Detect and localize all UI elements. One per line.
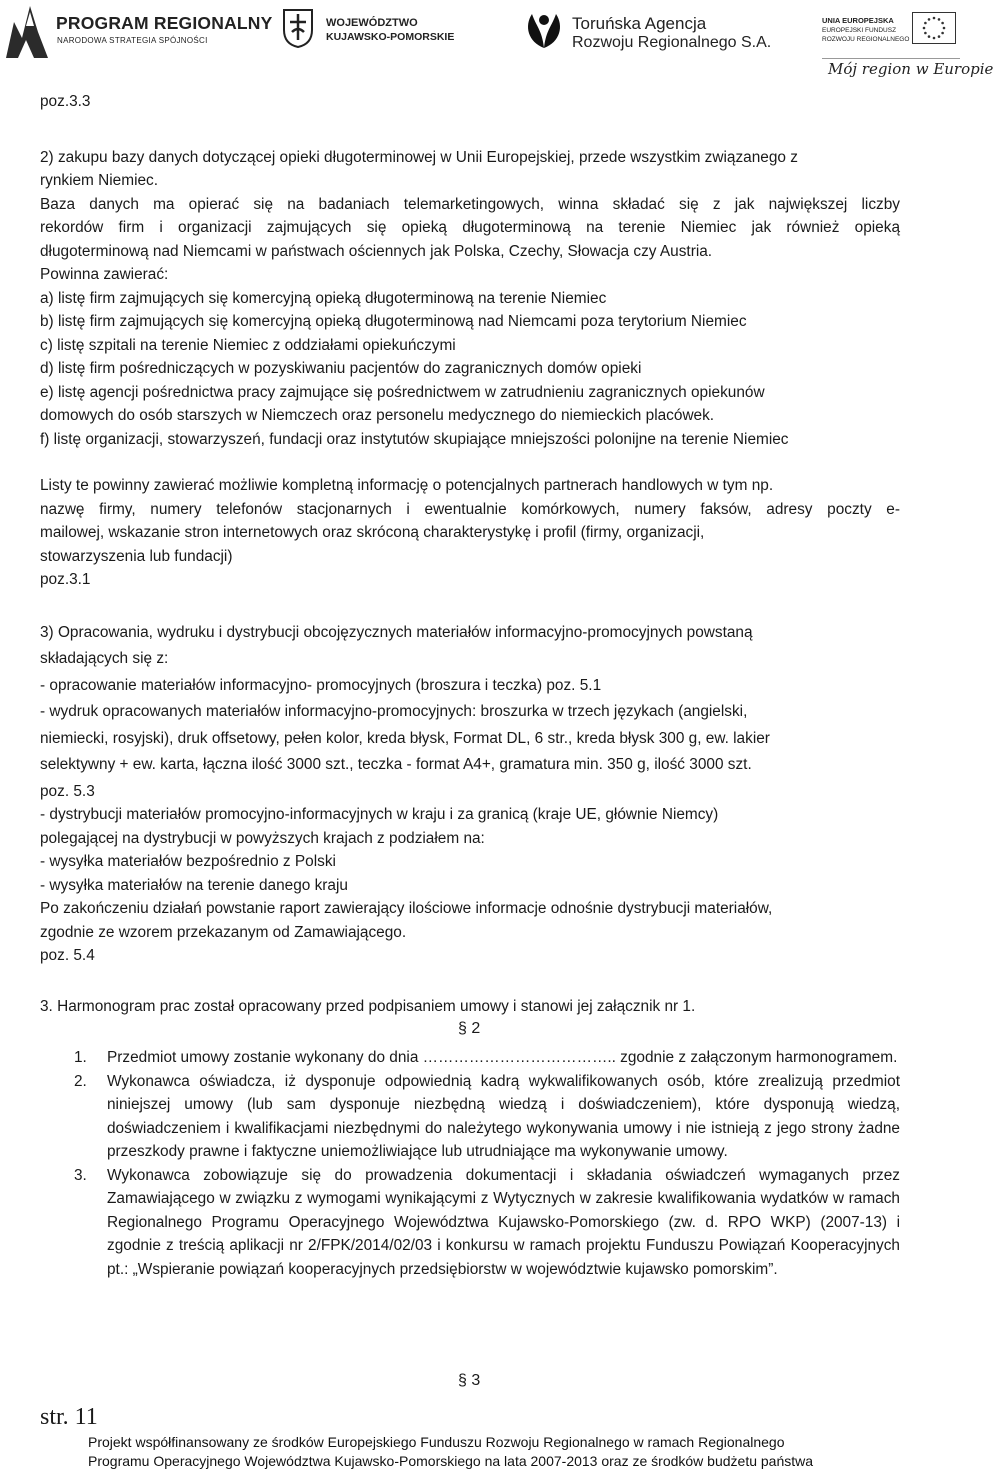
footer-line1: Projekt współfinansowany ze środków Europejskiego Funduszu Rozwoju Regionalnego w ramach Regionalnego xyxy=(88,1434,785,1450)
paragraph-3-heading: § 3 xyxy=(458,1372,481,1389)
logo1-title: PROGRAM REGIONALNY xyxy=(56,13,273,33)
section2-item-e-line1: e) listę agencji pośrednictwa pracy zajmujące się pośrednictwem w zatrudnieniu zagranicznych opiekunów xyxy=(40,383,765,401)
logo4-line2: EUROPEJSKI FUNDUSZ xyxy=(822,27,897,34)
slogan-text: Mój region w Europie xyxy=(828,60,993,78)
section3-line2: składających się z: xyxy=(40,650,169,667)
section3-line7: poz. 5.3 xyxy=(40,782,95,800)
eu-logo xyxy=(822,0,993,90)
paragraph-2-heading: § 2 xyxy=(458,1020,481,1037)
coat-of-arms-icon xyxy=(282,8,314,48)
list-item-text: Wykonawca zobowiązuje się do prowadzenia dokumentacji i składania oświadczeń wymaganych przez Zamawiającego w związku z wymogami wynikającymi z Wytycznych w zakresie kwalifikowania wydatków w ramach Regionalnego Programu Operacyjnego Województwa Kujawsko-Pomorskiego (zw. d. RPO WKP) (2007-13) i zgodnie z treścią aplikacji nr 2/FPK/2014/02/03 i konkursu w ramach projektu Funduszu Powiązań Kooperacyjnych pt.: „Wspieranie powiązań kooperacyjnych przedsiębiorstw w województwie kujawsko pomorskim”. xyxy=(107,1166,900,1278)
logo2-line1: WOJEWÓDZTWO xyxy=(326,17,418,29)
section2-item-a: a) listę firm zajmujących się komercyjną opieką długoterminową na terenie Niemiec xyxy=(40,289,607,307)
section3-line4: - wydruk opracowanych materiałów informacyjno-promocyjnych: broszurka w trzech językach (angielski, xyxy=(40,703,748,720)
section2-item-e-line2: domowych do osób starszych w Niemczech oraz personelu medycznego do niemieckich placówek. xyxy=(40,407,715,424)
section2-item-b: b) listę firm zajmujących się komercyjną opieką długoterminową nad Niemcami poza terytorium Niemiec xyxy=(40,313,747,330)
list-item xyxy=(74,1046,900,1070)
section2-item-f: f) listę organizacji, stowarzyszeń, fundacji oraz instytutów skupiające mniejszości polonijne na terenie Niemiec xyxy=(40,430,789,448)
section3-line1: 3) Opracowania, wydruku i dystrybucji obcojęzycznych materiałów informacyjno-promocyjnych powstaną xyxy=(40,623,753,641)
list-item-number: 2. xyxy=(74,1072,87,1090)
lists-line3: mailowej, wskazanie stron internetowych oraz skróconą charakterystykę i profil (firmy, organizacji, xyxy=(40,524,705,541)
section2-line4: rekordów firm i organizacji zajmujących się opieką długoterminową na terenie Niemiec jak również opieką xyxy=(40,219,900,236)
list-item-number: 1. xyxy=(74,1049,87,1066)
tarr-leaf-icon xyxy=(522,8,566,52)
section2-line3: Baza danych ma opierać się na badaniach telemarketingowych, winna składać się z jak największej liczby xyxy=(40,195,900,213)
section3-line11: - wysyłka materiałów na terenie danego kraju xyxy=(40,876,348,894)
document-body xyxy=(40,90,900,1018)
section2-line5: długoterminową nad Niemcami w państwach ościennych jak Polska, Czechy, Słowacja czy Austria. xyxy=(40,242,713,260)
section3-line9: polegającej na dystrybucji w powyższych krajach z podziałem na: xyxy=(40,829,485,847)
section2-line2: rynkiem Niemiec. xyxy=(40,172,159,189)
section2-item-d: d) listę firm pośredniczących w pozyskiwaniu pacjentów do zagranicznych domów opieki xyxy=(40,360,642,377)
header-logo-bar xyxy=(0,0,993,90)
section3-line5: niemiecki, rosyjski), druk offsetowy, pełen kolor, kreda błysk, Format DL, 6 str., kreda błysk 300 g, ew. lakier xyxy=(40,729,770,747)
lists-line1: Listy te powinny zawierać możliwie kompletną informację o potencjalnych partnerach handlowych w tym np. xyxy=(40,477,774,494)
list-item-text: Wykonawca oświadcza, iż dysponuje odpowiednią kadrą wykwalifikowanych osób, które zrealizują przedmiot niniejszej umowy (lub sam dysponuje niezbędną wiedzą i doświadczeniem), które dysponują wiedzą, doświadczeniem i kwalifikacjami niezbędnymi do należytego wykonywania umowy i nie istnieją z jego strony żadne przeszkody prawne i faktyczne uniemożliwiające lub utrudniające ma wykonywanie umowy. xyxy=(107,1072,900,1160)
program-regionalny-logo xyxy=(0,0,273,60)
wojewodztwo-logo xyxy=(282,0,455,50)
section3-line13: zgodnie ze wzorem przekazanym od Zamawiającego. xyxy=(40,923,407,941)
section2-line6: Powinna zawierać: xyxy=(40,266,169,283)
section3-line8: - dystrybucji materiałów promocyjno-informacyjnych w kraju i za granicą (kraje UE, głównie Niemcy) xyxy=(40,806,719,823)
slogan-divider xyxy=(822,58,960,59)
logo4-line1: UNIA EUROPEJSKA xyxy=(822,16,894,25)
reference-poz-3-3: poz.3.3 xyxy=(40,93,91,110)
section3-line12: Po zakończeniu działań powstanie raport zawierający ilościowe informacje odnośnie dystrybucji materiałów, xyxy=(40,900,773,917)
logo4-line3: ROZWOJU REGIONALNEGO xyxy=(822,36,910,43)
lists-line4: stowarzyszenia lub fundacji) xyxy=(40,547,233,565)
logo3-line2: Rozwoju Regionalnego S.A. xyxy=(572,34,772,51)
logo2-line2: KUJAWSKO-POMORSKIE xyxy=(326,31,455,43)
eu-flag-icon xyxy=(912,12,956,44)
section2-line1: 2) zakupu bazy danych dotyczącej opieki długoterminowej w Unii Europejskiej, przede wszystkim związanego z xyxy=(40,148,798,166)
list-item-number: 3. xyxy=(74,1166,87,1184)
paragraph-2-list xyxy=(74,1046,900,1281)
reference-poz-3-1: poz.3.1 xyxy=(40,571,91,588)
section3-line3: - opracowanie materiałów informacyjno- promocyjnych (broszura i teczka) poz. 5.1 xyxy=(40,676,602,694)
section2-item-c: c) listę szpitali na terenie Niemiec z oddziałami opiekuńczymi xyxy=(40,336,456,354)
harmonogram-clause: 3. Harmonogram prac został opracowany przed podpisaniem umowy i stanowi jej załącznik nr 1. xyxy=(40,997,696,1015)
program-regionalny-emblem-icon xyxy=(4,2,50,60)
list-item xyxy=(74,1164,900,1282)
logo3-line1: Toruńska Agencja xyxy=(572,14,707,33)
footer-line2: Programu Operacyjnego Województwa Kujawsko-Pomorskiego na lata 2007-2013 oraz ze środków budżetu państwa xyxy=(88,1453,814,1469)
lists-line2: nazwę firmy, numery telefonów stacjonarnych i ewentualnie komórkowych, numery faksów, adresy poczty e- xyxy=(40,500,900,518)
list-item-text: Przedmiot umowy zostanie wykonany do dnia ……………………………….. zgodnie z załączonym harmonogramem. xyxy=(107,1049,898,1066)
tarr-logo xyxy=(522,0,772,60)
list-item xyxy=(74,1070,900,1164)
section3-line6: selektywny + ew. karta, łączna ilość 3000 szt., teczka - format A4+, gramatura min. 350 g, ilość 3000 szt. xyxy=(40,756,752,773)
page-number: str. 11 xyxy=(40,1404,98,1430)
section3-line10: - wysyłka materiałów bezpośrednio z Polski xyxy=(40,853,336,870)
logo1-subtitle: NARODOWA STRATEGIA SPÓJNOŚCI xyxy=(57,36,208,45)
reference-poz-5-4: poz. 5.4 xyxy=(40,947,95,964)
